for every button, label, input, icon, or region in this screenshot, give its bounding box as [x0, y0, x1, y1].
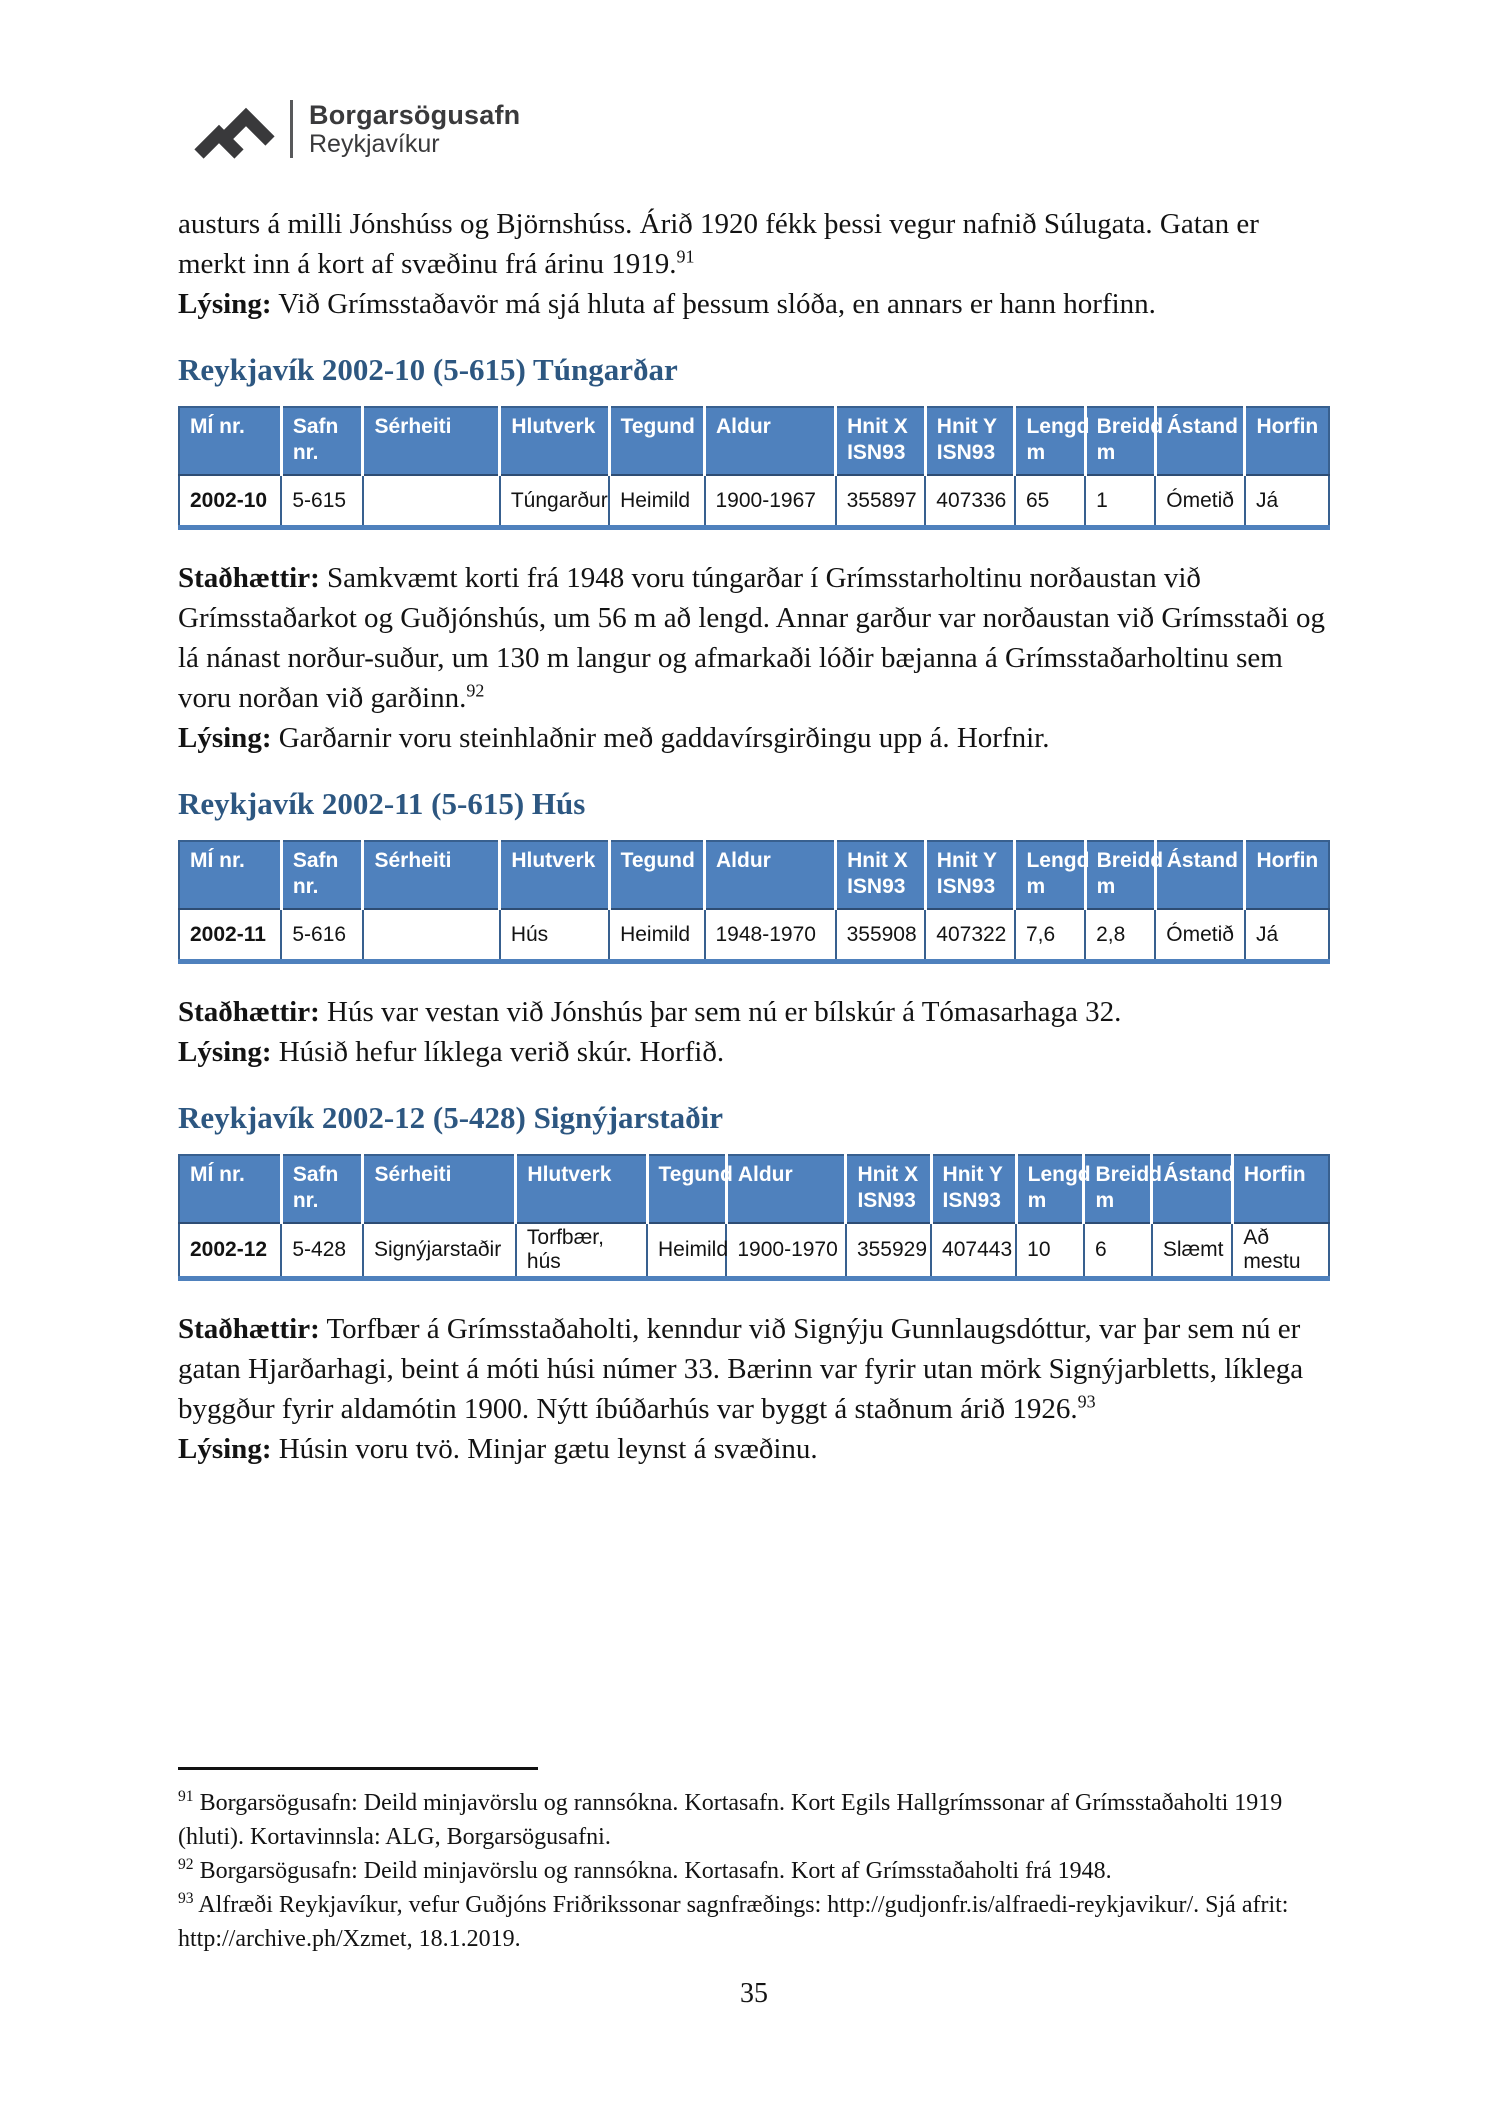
stadhaettir-label: Staðhættir:: [178, 996, 320, 1028]
col-header-hnit-y: Hnit Y ISN93: [931, 1155, 1016, 1223]
lysing-text: Húsið hefur líklega verið skúr. Horfið.: [271, 1036, 725, 1068]
col-header-hnit-x: Hnit X ISN93: [836, 841, 926, 909]
table-header-row: [179, 841, 1329, 909]
lysing-text: Húsin voru tvö. Minjar gætu leynst á svæðinu.: [271, 1433, 818, 1465]
col-header-safn-nr: Safn nr.: [281, 841, 363, 909]
table-header-row: [179, 1155, 1329, 1223]
cell-mi-nr: 2002-12: [179, 1223, 281, 1279]
lysing-label: Lýsing:: [178, 1036, 272, 1068]
intro-paragraph: [178, 204, 1330, 284]
col-header-aldur: Aldur: [705, 407, 836, 475]
stadhaettir-text: Torfbær á Grímsstaðaholti, kenndur við Signýju Gunnlaugsdóttur, var þar sem nú er gatan Hjarðarhagi, beint á móti húsi númer 33. Bærinn var fyrir utan mörk Signýjarbletts, líklega byggður fyrir aldamótin 1900. Nýtt íbúðarhús var byggt á staðnum árið 1926.: [178, 1313, 1304, 1425]
col-header-safn-nr: Safn nr.: [281, 1155, 363, 1223]
lysing-text: Garðarnir voru steinhlaðnir með gaddavírsgirðingu upp á. Horfnir.: [271, 722, 1050, 754]
col-header-hnit-y: Hnit Y ISN93: [925, 407, 1015, 475]
table-row: [179, 475, 1329, 528]
cell-hnit-x: 355929: [846, 1223, 931, 1279]
col-header-hlutverk: Hlutverk: [516, 1155, 647, 1223]
footnote-ref-93: 93: [1077, 1391, 1096, 1412]
cell-tegund: Heimild: [609, 475, 704, 528]
col-header-lengd: Lengd m: [1015, 841, 1085, 909]
footnote-92: [178, 1854, 1330, 1888]
cell-hnit-x: 355897: [836, 475, 926, 528]
cell-lengd: 10: [1016, 1223, 1084, 1279]
col-header-tegund: Tegund: [609, 841, 704, 909]
museum-logo-icon: [194, 97, 276, 161]
section-heading-2002-11: Reykjavík 2002-11 (5-615) Hús: [178, 786, 586, 821]
col-header-lengd: Lengd m: [1015, 407, 1085, 475]
stadhaettir-paragraph: [178, 558, 1330, 718]
page-number: 35: [740, 1978, 768, 2009]
lysing-label: Lýsing:: [178, 288, 272, 320]
cell-safn-nr: 5-428: [281, 1223, 363, 1279]
logo-title: Borgarsögusafn: [309, 99, 521, 130]
lysing-paragraph: [178, 718, 1330, 758]
stadhaettir-paragraph: [178, 992, 1330, 1032]
col-header-mi-nr: MÍ nr.: [179, 1155, 281, 1223]
cell-horfin: Já: [1245, 909, 1329, 962]
cell-hlutverk: Túngarður: [500, 475, 609, 528]
col-header-horfin: Horfin: [1245, 841, 1329, 909]
minja-table-2002-10: [178, 406, 1330, 530]
footnote-text: Borgarsögusafn: Deild minjavörslu og rannsókna. Kortasafn. Kort Egils Hallgrímssonar af Grímsstaðaholti 1919 (hluti). Kortavinnsla: ALG, Borgarsögusafni.: [178, 1790, 1283, 1850]
col-header-mi-nr: MÍ nr.: [179, 407, 281, 475]
footnote-text: Borgarsögusafn: Deild minjavörslu og rannsókna. Kortasafn. Kort af Grímsstaðaholti frá 1948.: [193, 1858, 1112, 1884]
cell-mi-nr: 2002-11: [179, 909, 281, 962]
cell-safn-nr: 5-615: [281, 475, 363, 528]
col-header-aldur: Aldur: [726, 1155, 846, 1223]
cell-tegund: Heimild: [647, 1223, 726, 1279]
col-header-tegund: Tegund: [609, 407, 704, 475]
lysing-paragraph: [178, 1032, 1330, 1072]
col-header-horfin: Horfin: [1245, 407, 1329, 475]
footnote-text: Alfræði Reykjavíkur, vefur Guðjóns Friðrikssonar sagnfræðings: http://gudjonfr.is/alfraedi-reykjavikur/. Sjá afrit: http://archive.ph/Xzmet, 18.1.2019.: [178, 1892, 1289, 1952]
lysing-label: Lýsing:: [178, 722, 272, 754]
cell-hnit-y: 407336: [925, 475, 1015, 528]
minja-table-2002-12: [178, 1154, 1330, 1281]
lysing-text: Við Grímsstaðavör má sjá hluta af þessum slóða, en annars er hann horfinn.: [271, 288, 1156, 320]
footnote-ref-92: 92: [466, 680, 485, 701]
cell-aldur: 1900-1970: [726, 1223, 846, 1279]
footnote-number: 93: [178, 1890, 194, 1907]
cell-aldur: 1948-1970: [705, 909, 836, 962]
logo: [194, 0, 1330, 162]
col-header-aldur: Aldur: [705, 841, 836, 909]
col-header-hnit-x: Hnit X ISN93: [836, 407, 926, 475]
col-header-hnit-y: Hnit Y ISN93: [925, 841, 1015, 909]
stadhaettir-label: Staðhættir:: [178, 562, 320, 594]
table-row: [179, 1223, 1329, 1279]
logo-text: [309, 100, 520, 158]
intro-text: austurs á milli Jónshúss og Björnshúss. Árið 1920 fékk þessi vegur nafnið Súlugata. Gatan er merkt inn á kort af svæðinu frá árinu 1919.: [178, 208, 1259, 280]
cell-horfin: Að mestu: [1232, 1223, 1329, 1279]
col-header-safn-nr: Safn nr.: [281, 407, 363, 475]
footnote-91: [178, 1786, 1330, 1854]
footnote-separator: [178, 1767, 538, 1770]
col-header-astand: Ástand: [1155, 841, 1245, 909]
lysing-label: Lýsing:: [178, 1433, 272, 1465]
col-header-hlutverk: Hlutverk: [500, 841, 609, 909]
footnote-ref-91: 91: [676, 246, 695, 267]
lysing-paragraph: [178, 1429, 1330, 1469]
section-heading-2002-10: Reykjavík 2002-10 (5-615) Túngarðar: [178, 352, 678, 387]
cell-hnit-y: 407443: [931, 1223, 1016, 1279]
minja-table-2002-11: [178, 840, 1330, 964]
col-header-astand: Ástand: [1155, 407, 1245, 475]
cell-breidd: 6: [1084, 1223, 1152, 1279]
cell-hnit-y: 407322: [925, 909, 1015, 962]
cell-breidd: 2,8: [1085, 909, 1155, 962]
logo-divider: [290, 100, 293, 158]
col-header-tegund: Tegund: [647, 1155, 726, 1223]
stadhaettir-label: Staðhættir:: [178, 1313, 320, 1345]
cell-lengd: 65: [1015, 475, 1085, 528]
cell-lengd: 7,6: [1015, 909, 1085, 962]
cell-mi-nr: 2002-10: [179, 475, 281, 528]
cell-aldur: 1900-1967: [705, 475, 836, 528]
col-header-breidd: Breidd m: [1085, 407, 1155, 475]
cell-breidd: 1: [1085, 475, 1155, 528]
col-header-serheiti: Sérheiti: [363, 1155, 516, 1223]
logo-subtitle: Reykjavíkur: [309, 130, 440, 159]
col-header-lengd: Lengd m: [1016, 1155, 1084, 1223]
footnote-number: 91: [178, 1788, 194, 1805]
intro-lysing-paragraph: [178, 284, 1330, 324]
cell-astand: Ómetið: [1155, 909, 1245, 962]
cell-serheiti: Signýjarstaðir: [363, 1223, 516, 1279]
footnote-93: [178, 1888, 1330, 1956]
cell-hlutverk: Torfbær, hús: [516, 1223, 647, 1279]
cell-horfin: Já: [1245, 475, 1329, 528]
cell-tegund: Heimild: [609, 909, 704, 962]
col-header-hnit-x: Hnit X ISN93: [846, 1155, 931, 1223]
table-row: [179, 909, 1329, 962]
section-heading-2002-12: Reykjavík 2002-12 (5-428) Signýjarstaðir: [178, 1100, 724, 1135]
col-header-horfin: Horfin: [1232, 1155, 1329, 1223]
col-header-breidd: Breidd m: [1084, 1155, 1152, 1223]
cell-safn-nr: 5-616: [281, 909, 363, 962]
stadhaettir-text: Hús var vestan við Jónshús þar sem nú er bílskúr á Tómasarhaga 32.: [319, 996, 1122, 1028]
col-header-breidd: Breidd m: [1085, 841, 1155, 909]
col-header-serheiti: Sérheiti: [363, 407, 500, 475]
table-header-row: [179, 407, 1329, 475]
cell-astand: Slæmt: [1152, 1223, 1232, 1279]
footnote-number: 92: [178, 1856, 194, 1873]
col-header-astand: Ástand: [1152, 1155, 1232, 1223]
col-header-serheiti: Sérheiti: [363, 841, 500, 909]
col-header-hlutverk: Hlutverk: [500, 407, 609, 475]
footnote-area: [178, 1767, 1330, 1956]
cell-serheiti: [363, 909, 500, 962]
cell-serheiti: [363, 475, 500, 528]
cell-hnit-x: 355908: [836, 909, 926, 962]
col-header-mi-nr: MÍ nr.: [179, 841, 281, 909]
cell-hlutverk: Hús: [500, 909, 609, 962]
stadhaettir-paragraph: [178, 1309, 1330, 1429]
stadhaettir-text: Samkvæmt korti frá 1948 voru túngarðar í Grímsstarholtinu norðaustan við Grímsstaðarkot og Guðjónshús, um 56 m að lengd. Annar garður var norðaustan við Grímsstaði og lá nánast norður-suður, um 130 m langur og afmarkaði lóðir bæjanna á Grímsstaðarholtinu sem voru norðan við garðinn.: [178, 562, 1325, 714]
cell-astand: Ómetið: [1155, 475, 1245, 528]
